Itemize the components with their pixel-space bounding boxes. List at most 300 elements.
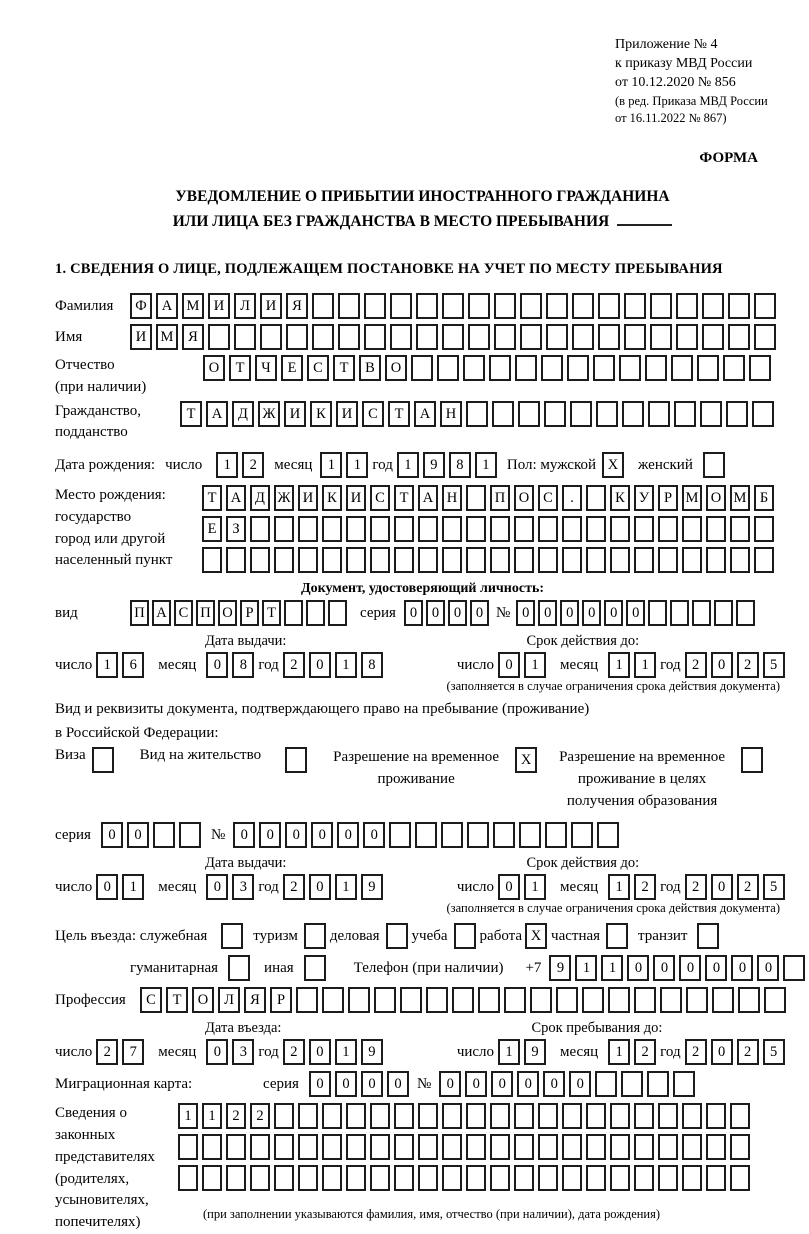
- form-cell[interactable]: 1: [498, 1039, 520, 1065]
- form-cell[interactable]: К: [310, 401, 332, 427]
- form-cell[interactable]: [567, 355, 589, 381]
- form-cell[interactable]: [658, 516, 678, 542]
- form-cell[interactable]: 1: [96, 652, 118, 678]
- form-cell[interactable]: 3: [232, 874, 254, 900]
- form-cell[interactable]: [712, 987, 734, 1013]
- form-cell[interactable]: [738, 987, 760, 1013]
- form-cell[interactable]: [730, 1165, 750, 1191]
- form-cell[interactable]: [494, 293, 516, 319]
- form-cell[interactable]: [752, 401, 774, 427]
- form-cell[interactable]: [226, 1134, 246, 1160]
- form-cell[interactable]: [441, 822, 463, 848]
- form-cell[interactable]: [346, 1103, 366, 1129]
- form-cell[interactable]: 0: [498, 874, 520, 900]
- form-cell[interactable]: [728, 293, 750, 319]
- form-cell[interactable]: 2: [737, 652, 759, 678]
- form-cell[interactable]: Я: [182, 324, 204, 350]
- form-cell[interactable]: [520, 324, 542, 350]
- form-cell[interactable]: [374, 987, 396, 1013]
- form-cell[interactable]: О: [218, 600, 237, 626]
- form-cell[interactable]: [546, 293, 568, 319]
- form-cell[interactable]: [706, 516, 726, 542]
- form-cell[interactable]: 0: [206, 874, 228, 900]
- form-cell[interactable]: [178, 1134, 198, 1160]
- form-cell[interactable]: [634, 516, 654, 542]
- form-cell[interactable]: [250, 547, 270, 573]
- form-cell[interactable]: [686, 987, 708, 1013]
- form-cell[interactable]: [322, 1134, 342, 1160]
- form-cell[interactable]: 0: [731, 955, 753, 981]
- form-cell[interactable]: 0: [569, 1071, 591, 1097]
- form-cell[interactable]: [426, 987, 448, 1013]
- form-cell[interactable]: [364, 324, 386, 350]
- form-cell[interactable]: [597, 822, 619, 848]
- form-cell[interactable]: [346, 1134, 366, 1160]
- form-cell[interactable]: 5: [763, 652, 785, 678]
- form-cell[interactable]: [466, 401, 488, 427]
- form-cell[interactable]: [304, 955, 326, 981]
- form-cell[interactable]: [370, 547, 390, 573]
- form-cell[interactable]: [700, 401, 722, 427]
- form-cell[interactable]: А: [206, 401, 228, 427]
- form-cell[interactable]: [298, 516, 318, 542]
- form-cell[interactable]: 0: [426, 600, 445, 626]
- form-cell[interactable]: [468, 293, 490, 319]
- form-cell[interactable]: Т: [166, 987, 188, 1013]
- form-cell[interactable]: [226, 547, 246, 573]
- form-cell[interactable]: [621, 1071, 643, 1097]
- form-cell[interactable]: [467, 822, 489, 848]
- form-cell[interactable]: [274, 1165, 294, 1191]
- form-cell[interactable]: [754, 547, 774, 573]
- form-cell[interactable]: [466, 516, 486, 542]
- form-cell[interactable]: [228, 955, 250, 981]
- form-cell[interactable]: [619, 355, 641, 381]
- form-cell[interactable]: [706, 1165, 726, 1191]
- form-cell[interactable]: 0: [757, 955, 779, 981]
- form-cell[interactable]: [728, 324, 750, 350]
- form-cell[interactable]: [478, 987, 500, 1013]
- form-cell[interactable]: У: [634, 485, 654, 511]
- form-cell[interactable]: И: [336, 401, 358, 427]
- form-cell[interactable]: [298, 547, 318, 573]
- form-cell[interactable]: 0: [711, 1039, 733, 1065]
- form-cell[interactable]: 0: [679, 955, 701, 981]
- form-cell[interactable]: 0: [498, 652, 520, 678]
- form-cell[interactable]: 0: [387, 1071, 409, 1097]
- form-cell[interactable]: [514, 1134, 534, 1160]
- form-cell[interactable]: 0: [560, 600, 579, 626]
- form-cell[interactable]: [658, 1165, 678, 1191]
- form-cell[interactable]: 0: [582, 600, 601, 626]
- form-cell[interactable]: [586, 1165, 606, 1191]
- form-cell[interactable]: [364, 293, 386, 319]
- form-cell[interactable]: [442, 516, 462, 542]
- form-cell[interactable]: [726, 401, 748, 427]
- form-cell[interactable]: 0: [311, 822, 333, 848]
- form-cell[interactable]: [572, 293, 594, 319]
- form-cell[interactable]: X: [602, 452, 624, 478]
- form-cell[interactable]: А: [418, 485, 438, 511]
- form-cell[interactable]: П: [130, 600, 149, 626]
- form-cell[interactable]: [571, 822, 593, 848]
- form-cell[interactable]: М: [682, 485, 702, 511]
- form-cell[interactable]: [202, 1165, 222, 1191]
- form-cell[interactable]: [452, 987, 474, 1013]
- form-cell[interactable]: [346, 516, 366, 542]
- form-cell[interactable]: [463, 355, 485, 381]
- form-cell[interactable]: [658, 1134, 678, 1160]
- form-cell[interactable]: М: [156, 324, 178, 350]
- form-cell[interactable]: [606, 923, 628, 949]
- form-cell[interactable]: П: [196, 600, 215, 626]
- form-cell[interactable]: [586, 547, 606, 573]
- form-cell[interactable]: Р: [240, 600, 259, 626]
- form-cell[interactable]: [390, 324, 412, 350]
- form-cell[interactable]: [515, 355, 537, 381]
- form-cell[interactable]: [304, 923, 326, 949]
- form-cell[interactable]: .: [562, 485, 582, 511]
- form-cell[interactable]: [586, 485, 606, 511]
- form-cell[interactable]: 0: [517, 1071, 539, 1097]
- form-cell[interactable]: Я: [286, 293, 308, 319]
- form-cell[interactable]: [400, 987, 422, 1013]
- form-cell[interactable]: [274, 1134, 294, 1160]
- form-cell[interactable]: [676, 293, 698, 319]
- form-cell[interactable]: [546, 324, 568, 350]
- form-cell[interactable]: [250, 516, 270, 542]
- form-cell[interactable]: [692, 600, 711, 626]
- form-cell[interactable]: 9: [361, 1039, 383, 1065]
- form-cell[interactable]: [671, 355, 693, 381]
- form-cell[interactable]: 2: [737, 1039, 759, 1065]
- form-cell[interactable]: [394, 1103, 414, 1129]
- form-cell[interactable]: [390, 293, 412, 319]
- form-cell[interactable]: 0: [448, 600, 467, 626]
- form-cell[interactable]: 1: [335, 1039, 357, 1065]
- form-cell[interactable]: [442, 1165, 462, 1191]
- form-cell[interactable]: 1: [335, 874, 357, 900]
- form-cell[interactable]: [466, 1134, 486, 1160]
- form-cell[interactable]: 1: [346, 452, 368, 478]
- form-cell[interactable]: О: [514, 485, 534, 511]
- form-cell[interactable]: [494, 324, 516, 350]
- form-cell[interactable]: [622, 401, 644, 427]
- form-cell[interactable]: 2: [283, 874, 305, 900]
- form-cell[interactable]: 1: [608, 874, 630, 900]
- form-cell[interactable]: 0: [285, 822, 307, 848]
- form-cell[interactable]: [226, 1165, 246, 1191]
- form-cell[interactable]: [492, 401, 514, 427]
- form-cell[interactable]: 1: [216, 452, 238, 478]
- form-cell[interactable]: 1: [178, 1103, 198, 1129]
- form-cell[interactable]: [754, 324, 776, 350]
- form-cell[interactable]: [538, 1165, 558, 1191]
- form-cell[interactable]: [306, 600, 325, 626]
- form-cell[interactable]: 2: [737, 874, 759, 900]
- form-cell[interactable]: [514, 547, 534, 573]
- form-cell[interactable]: [634, 547, 654, 573]
- form-cell[interactable]: [514, 1165, 534, 1191]
- form-cell[interactable]: 0: [404, 600, 423, 626]
- form-cell[interactable]: [545, 822, 567, 848]
- form-cell[interactable]: [754, 516, 774, 542]
- form-cell[interactable]: [274, 1103, 294, 1129]
- form-cell[interactable]: [634, 1103, 654, 1129]
- form-cell[interactable]: 2: [634, 874, 656, 900]
- form-cell[interactable]: [298, 1165, 318, 1191]
- form-cell[interactable]: [514, 1103, 534, 1129]
- form-cell[interactable]: [312, 324, 334, 350]
- form-cell[interactable]: [730, 516, 750, 542]
- form-cell[interactable]: [442, 1103, 462, 1129]
- form-cell[interactable]: [394, 547, 414, 573]
- form-cell[interactable]: [348, 987, 370, 1013]
- form-cell[interactable]: [298, 1103, 318, 1129]
- form-cell[interactable]: [416, 324, 438, 350]
- form-cell[interactable]: О: [192, 987, 214, 1013]
- form-cell[interactable]: [234, 324, 256, 350]
- form-cell[interactable]: [178, 1165, 198, 1191]
- form-cell[interactable]: 5: [763, 1039, 785, 1065]
- form-cell[interactable]: [658, 1103, 678, 1129]
- form-cell[interactable]: 0: [101, 822, 123, 848]
- form-cell[interactable]: 0: [543, 1071, 565, 1097]
- form-cell[interactable]: [415, 822, 437, 848]
- form-cell[interactable]: X: [525, 923, 547, 949]
- form-cell[interactable]: [647, 1071, 669, 1097]
- form-cell[interactable]: [556, 987, 578, 1013]
- form-cell[interactable]: 0: [516, 600, 535, 626]
- form-cell[interactable]: [682, 547, 702, 573]
- form-cell[interactable]: В: [359, 355, 381, 381]
- form-cell[interactable]: [660, 987, 682, 1013]
- form-cell[interactable]: С: [140, 987, 162, 1013]
- form-cell[interactable]: О: [385, 355, 407, 381]
- form-cell[interactable]: 0: [206, 652, 228, 678]
- form-cell[interactable]: [442, 324, 464, 350]
- form-cell[interactable]: А: [414, 401, 436, 427]
- form-cell[interactable]: 9: [524, 1039, 546, 1065]
- form-cell[interactable]: 2: [685, 874, 707, 900]
- form-cell[interactable]: И: [260, 293, 282, 319]
- form-cell[interactable]: 3: [232, 1039, 254, 1065]
- form-cell[interactable]: [394, 1165, 414, 1191]
- form-cell[interactable]: 1: [634, 652, 656, 678]
- form-cell[interactable]: [598, 293, 620, 319]
- form-cell[interactable]: [648, 401, 670, 427]
- form-cell[interactable]: [179, 822, 201, 848]
- form-cell[interactable]: 0: [259, 822, 281, 848]
- form-cell[interactable]: [538, 547, 558, 573]
- form-cell[interactable]: И: [284, 401, 306, 427]
- form-cell[interactable]: 5: [763, 874, 785, 900]
- form-cell[interactable]: [650, 324, 672, 350]
- form-cell[interactable]: [490, 516, 510, 542]
- form-cell[interactable]: [370, 1165, 390, 1191]
- form-cell[interactable]: [562, 516, 582, 542]
- form-cell[interactable]: [504, 987, 526, 1013]
- form-cell[interactable]: 1: [122, 874, 144, 900]
- form-cell[interactable]: [250, 1134, 270, 1160]
- form-cell[interactable]: [490, 547, 510, 573]
- form-cell[interactable]: [586, 516, 606, 542]
- form-cell[interactable]: [466, 1165, 486, 1191]
- form-cell[interactable]: 9: [423, 452, 445, 478]
- form-cell[interactable]: [682, 1165, 702, 1191]
- form-cell[interactable]: [466, 485, 486, 511]
- form-cell[interactable]: Т: [180, 401, 202, 427]
- form-cell[interactable]: 0: [96, 874, 118, 900]
- form-cell[interactable]: 6: [122, 652, 144, 678]
- form-cell[interactable]: 1: [320, 452, 342, 478]
- form-cell[interactable]: [442, 1134, 462, 1160]
- form-cell[interactable]: 2: [685, 1039, 707, 1065]
- form-cell[interactable]: [544, 401, 566, 427]
- form-cell[interactable]: [518, 401, 540, 427]
- form-cell[interactable]: [703, 452, 725, 478]
- form-cell[interactable]: Т: [333, 355, 355, 381]
- form-cell[interactable]: 0: [309, 874, 331, 900]
- form-cell[interactable]: [676, 324, 698, 350]
- form-cell[interactable]: С: [362, 401, 384, 427]
- form-cell[interactable]: 2: [250, 1103, 270, 1129]
- form-cell[interactable]: [706, 1134, 726, 1160]
- form-cell[interactable]: 0: [711, 652, 733, 678]
- form-cell[interactable]: Н: [440, 401, 462, 427]
- form-cell[interactable]: П: [490, 485, 510, 511]
- form-cell[interactable]: И: [346, 485, 366, 511]
- form-cell[interactable]: [586, 1103, 606, 1129]
- form-cell[interactable]: [468, 324, 490, 350]
- form-cell[interactable]: [730, 1134, 750, 1160]
- form-cell[interactable]: [418, 547, 438, 573]
- form-cell[interactable]: [706, 1103, 726, 1129]
- form-cell[interactable]: [394, 516, 414, 542]
- form-cell[interactable]: [783, 955, 805, 981]
- form-cell[interactable]: [490, 1134, 510, 1160]
- form-cell[interactable]: [598, 324, 620, 350]
- form-cell[interactable]: [202, 547, 222, 573]
- form-cell[interactable]: Т: [229, 355, 251, 381]
- form-cell[interactable]: [541, 355, 563, 381]
- form-cell[interactable]: [749, 355, 771, 381]
- form-cell[interactable]: 0: [465, 1071, 487, 1097]
- form-cell[interactable]: 0: [363, 822, 385, 848]
- form-cell[interactable]: [370, 1134, 390, 1160]
- form-cell[interactable]: [634, 1165, 654, 1191]
- form-cell[interactable]: Ж: [274, 485, 294, 511]
- form-cell[interactable]: И: [208, 293, 230, 319]
- form-cell[interactable]: Е: [281, 355, 303, 381]
- form-cell[interactable]: 2: [685, 652, 707, 678]
- form-cell[interactable]: А: [226, 485, 246, 511]
- form-cell[interactable]: [610, 1103, 630, 1129]
- form-cell[interactable]: [706, 547, 726, 573]
- form-cell[interactable]: [274, 547, 294, 573]
- form-cell[interactable]: [562, 1165, 582, 1191]
- form-cell[interactable]: [634, 1134, 654, 1160]
- form-cell[interactable]: 8: [232, 652, 254, 678]
- form-cell[interactable]: [338, 293, 360, 319]
- form-cell[interactable]: 7: [122, 1039, 144, 1065]
- form-cell[interactable]: 1: [524, 652, 546, 678]
- form-cell[interactable]: [418, 1103, 438, 1129]
- form-cell[interactable]: Л: [218, 987, 240, 1013]
- form-cell[interactable]: [697, 355, 719, 381]
- form-cell[interactable]: 8: [449, 452, 471, 478]
- form-cell[interactable]: 0: [233, 822, 255, 848]
- form-cell[interactable]: [285, 747, 307, 773]
- form-cell[interactable]: [610, 547, 630, 573]
- form-cell[interactable]: 0: [335, 1071, 357, 1097]
- form-cell[interactable]: [650, 293, 672, 319]
- form-cell[interactable]: [530, 987, 552, 1013]
- form-cell[interactable]: [570, 401, 592, 427]
- form-cell[interactable]: [658, 547, 678, 573]
- form-cell[interactable]: 2: [283, 652, 305, 678]
- form-cell[interactable]: [714, 600, 733, 626]
- form-cell[interactable]: 0: [627, 955, 649, 981]
- form-cell[interactable]: 2: [283, 1039, 305, 1065]
- form-cell[interactable]: С: [174, 600, 193, 626]
- form-cell[interactable]: [582, 987, 604, 1013]
- form-cell[interactable]: [346, 1165, 366, 1191]
- form-cell[interactable]: [490, 1103, 510, 1129]
- form-cell[interactable]: [466, 1103, 486, 1129]
- form-cell[interactable]: Д: [250, 485, 270, 511]
- form-cell[interactable]: Б: [754, 485, 774, 511]
- form-cell[interactable]: [741, 747, 763, 773]
- form-cell[interactable]: [514, 516, 534, 542]
- form-cell[interactable]: М: [182, 293, 204, 319]
- form-cell[interactable]: [312, 293, 334, 319]
- form-cell[interactable]: [418, 1134, 438, 1160]
- form-cell[interactable]: 2: [634, 1039, 656, 1065]
- form-cell[interactable]: 1: [475, 452, 497, 478]
- form-cell[interactable]: [260, 324, 282, 350]
- form-cell[interactable]: О: [203, 355, 225, 381]
- form-cell[interactable]: Н: [442, 485, 462, 511]
- form-cell[interactable]: Ч: [255, 355, 277, 381]
- form-cell[interactable]: [682, 1134, 702, 1160]
- form-cell[interactable]: [284, 600, 303, 626]
- form-cell[interactable]: [538, 1103, 558, 1129]
- form-cell[interactable]: [466, 547, 486, 573]
- form-cell[interactable]: [754, 293, 776, 319]
- form-cell[interactable]: Т: [394, 485, 414, 511]
- form-cell[interactable]: [322, 516, 342, 542]
- form-cell[interactable]: 0: [439, 1071, 461, 1097]
- form-cell[interactable]: [586, 1134, 606, 1160]
- form-cell[interactable]: [437, 355, 459, 381]
- form-cell[interactable]: [634, 987, 656, 1013]
- form-cell[interactable]: [610, 1165, 630, 1191]
- form-cell[interactable]: [624, 293, 646, 319]
- form-cell[interactable]: 0: [309, 1039, 331, 1065]
- form-cell[interactable]: 0: [626, 600, 645, 626]
- form-cell[interactable]: [723, 355, 745, 381]
- form-cell[interactable]: [697, 923, 719, 949]
- form-cell[interactable]: [596, 401, 618, 427]
- form-cell[interactable]: Р: [270, 987, 292, 1013]
- form-cell[interactable]: [648, 600, 667, 626]
- form-cell[interactable]: [202, 1134, 222, 1160]
- form-cell[interactable]: 1: [524, 874, 546, 900]
- form-cell[interactable]: 1: [397, 452, 419, 478]
- form-cell[interactable]: М: [730, 485, 750, 511]
- form-cell[interactable]: [296, 987, 318, 1013]
